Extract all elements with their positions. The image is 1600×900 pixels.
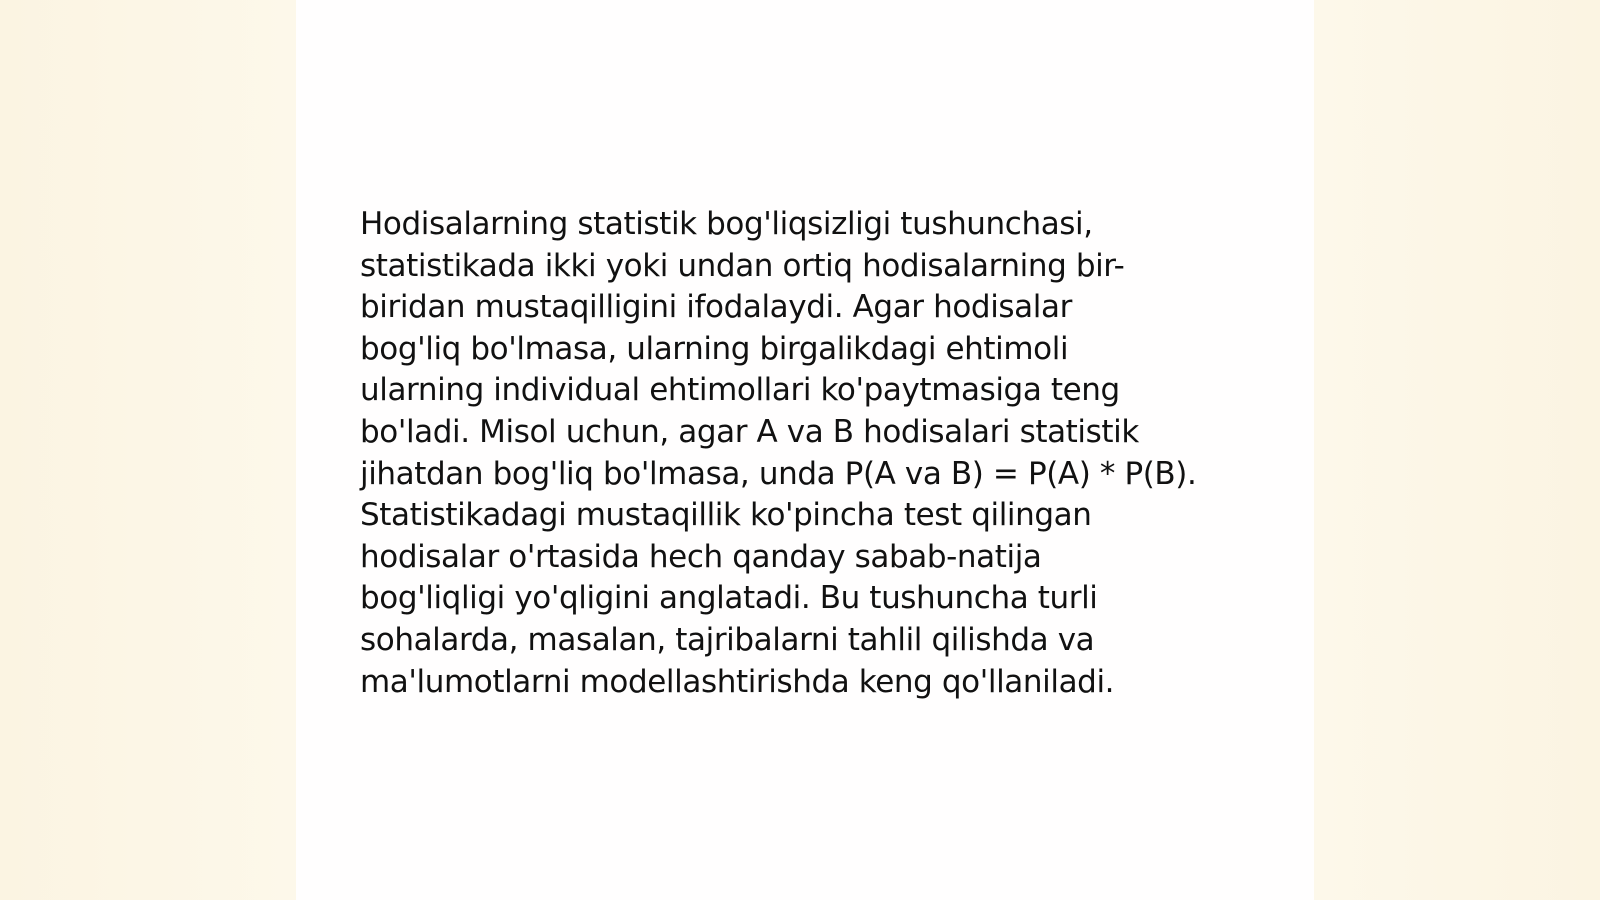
text-line: ma'lumotlarni modellashtirishda keng qo'llaniladi.: [360, 663, 1115, 700]
background-right: [1314, 0, 1600, 900]
background-left: [0, 0, 296, 900]
text-line: Hodisalarning statistik bog'liqsizligi tushunchasi,: [360, 206, 1093, 242]
text-line: bog'liq bo'lmasa, ularning birgalikdagi ehtimoli: [360, 330, 1069, 367]
text-line: hodisalar o'rtasida hech qanday sabab-natija: [360, 538, 1042, 575]
text-line: jihatdan bog'liq bo'lmasa, unda P(A va B) = P(A) * P(B).: [360, 455, 1197, 492]
body-paragraph: [360, 204, 1260, 703]
text-line: bo'ladi. Misol uchun, agar A va B hodisalari statistik: [360, 413, 1139, 450]
text-line: ularning individual ehtimollari ko'paytmasiga teng: [360, 372, 1120, 409]
text-line: statistikada ikki yoki undan ortiq hodisalarning bir-: [360, 247, 1125, 284]
text-line: Statistikadagi mustaqillik ko'pincha test qilingan: [360, 497, 1092, 534]
text-line: bog'liqligi yo'qligini anglatadi. Bu tushuncha turli: [360, 580, 1098, 617]
slide-page: [296, 0, 1314, 900]
text-line: sohalarda, masalan, tajribalarni tahlil qilishda va: [360, 621, 1095, 658]
text-line: biridan mustaqilligini ifodalaydi. Agar hodisalar: [360, 289, 1072, 326]
